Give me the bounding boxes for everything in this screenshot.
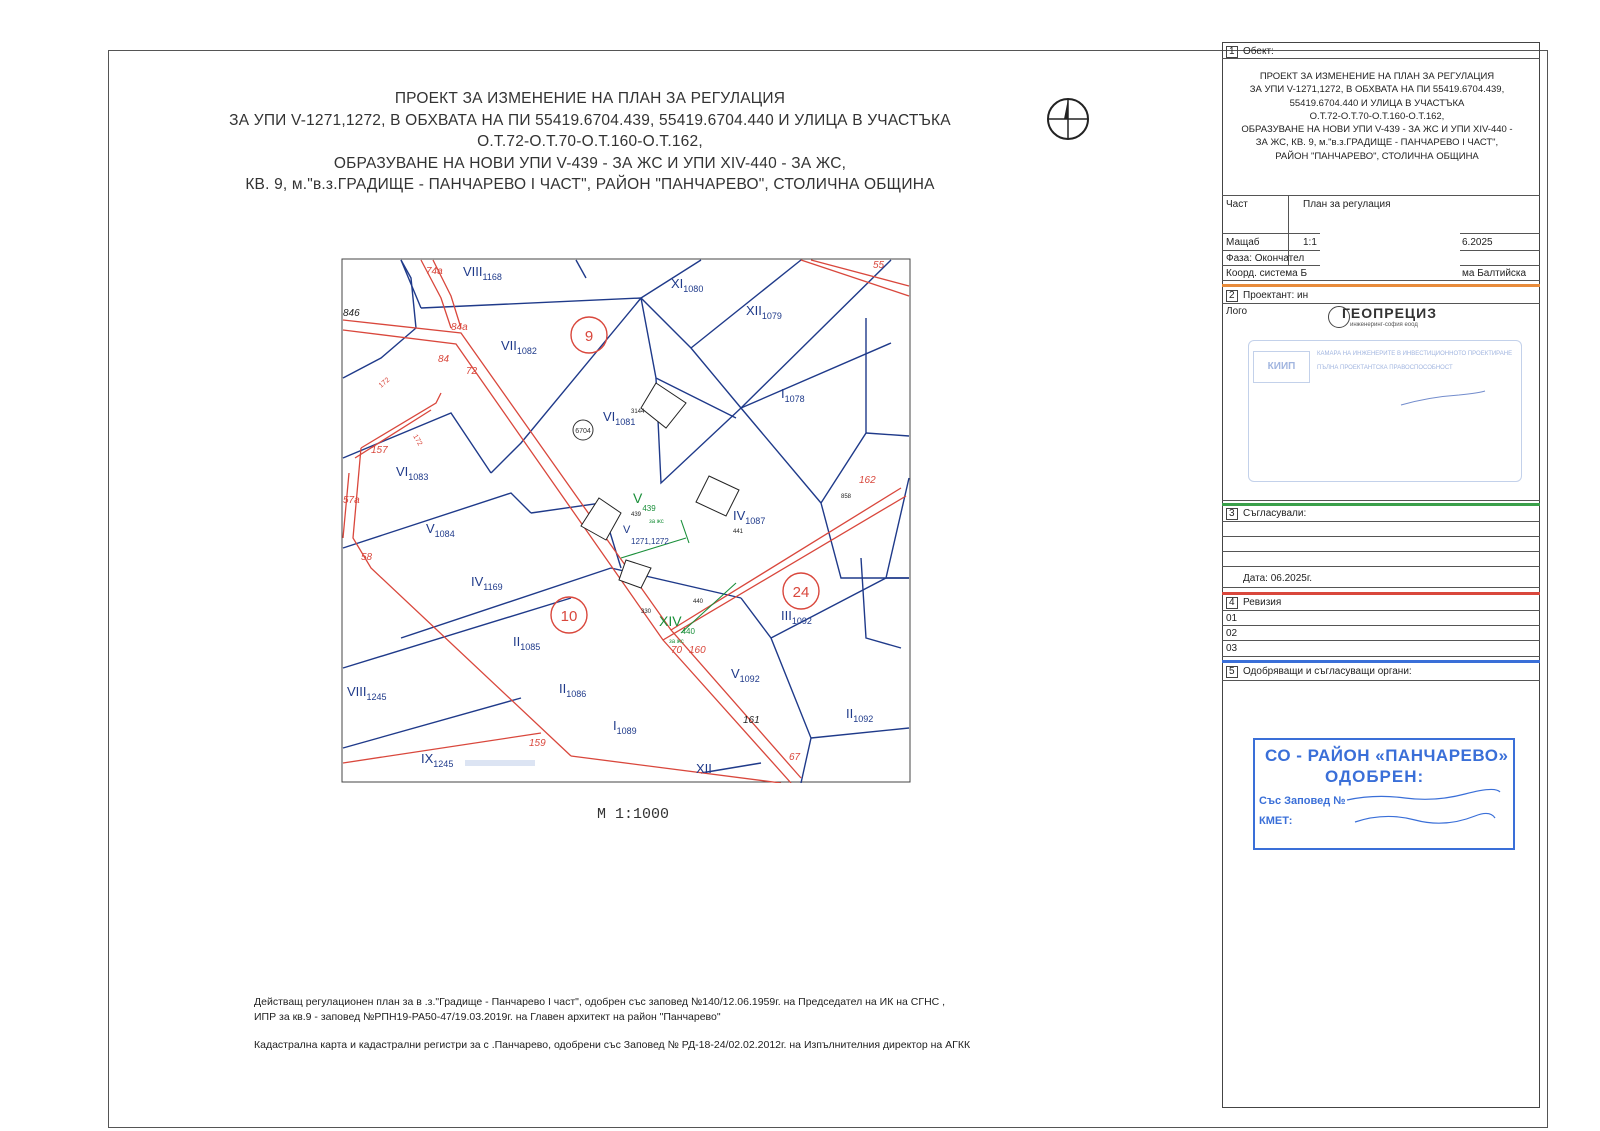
block-label: 9 bbox=[584, 328, 594, 345]
revision-item: 03 bbox=[1226, 643, 1238, 654]
kiip-title: КАМАРА НА ИНЖЕНЕРИТЕ В ИНВЕСТИЦИОННОТО ПРОЕКТИРАНЕ bbox=[1317, 351, 1513, 357]
old-parcel-roman: V bbox=[623, 524, 631, 536]
section-label: Проектант: ин bbox=[1243, 290, 1309, 301]
section-number: 2 bbox=[1229, 290, 1235, 301]
point-label: 70 bbox=[671, 645, 683, 656]
point-label: 160 bbox=[689, 645, 706, 656]
parcel-num: 1078 bbox=[784, 394, 805, 404]
svg-text:1271,1272 bbox=[631, 537, 669, 546]
title-line: КВ. 9, м."в.з.ГРАДИЩЕ - ПАНЧАРЕВО І ЧАСТ", РАЙОН "ПАНЧАРЕВО", СТОЛИЧНА ОБЩИНА bbox=[245, 176, 935, 193]
cadastre-label: 3144 bbox=[631, 409, 645, 415]
point-label: 55 bbox=[873, 260, 885, 271]
object-line: ПРОЕКТ ЗА ИЗМЕНЕНИЕ НА ПЛАН ЗА РЕГУЛАЦИЯ bbox=[1259, 71, 1495, 82]
section-number: 5 bbox=[1229, 666, 1235, 677]
section-color-bar bbox=[1222, 503, 1540, 506]
old-parcel-num: 1271,1272 bbox=[631, 537, 669, 546]
point-label: 159 bbox=[529, 738, 546, 749]
cadastre-label: 439 bbox=[631, 512, 642, 518]
new-parcel-roman: V bbox=[633, 490, 643, 506]
parcel-num: 1245 bbox=[366, 692, 387, 702]
kiip-logo: КИИП bbox=[1253, 351, 1310, 383]
cadastre-label: 440 bbox=[693, 599, 704, 605]
parcel-roman: I bbox=[781, 386, 785, 401]
point-label: 67 bbox=[789, 752, 801, 763]
object-line: ОБРАЗУВАНЕ НА НОВИ УПИ V-439 - ЗА ЖС И УПИ XIV-440 - bbox=[1241, 124, 1513, 136]
new-parcel-num: 439 bbox=[642, 504, 656, 513]
parcel-num: 1092 bbox=[853, 714, 874, 724]
note-line: Действащ регулационен план за в .з."Градище - Панчарево І част", одобрен със заповед №140/12.06.1959г. на Председател на ИК на СГНС , bbox=[254, 996, 946, 1008]
block-label: 24 bbox=[792, 584, 810, 601]
point-label: 162 bbox=[859, 475, 876, 486]
parcel-num: 1086 bbox=[566, 689, 587, 699]
object-line: РАЙОН "ПАНЧАРЕВО", СТОЛИЧНА ОБЩИНА bbox=[1275, 150, 1479, 162]
parcel-num: 1082 bbox=[516, 346, 537, 356]
parcel-num: 1092 bbox=[739, 674, 760, 684]
parcel-num: 1168 bbox=[482, 272, 502, 282]
faded-stamp bbox=[440, 760, 540, 860]
redaction-block bbox=[1320, 228, 1460, 300]
parcel-num: 1079 bbox=[761, 311, 782, 321]
divider bbox=[1222, 610, 1540, 611]
regulation-map bbox=[341, 258, 911, 783]
parcel-roman: I bbox=[613, 718, 617, 733]
cadastre-label: 858 bbox=[841, 494, 852, 500]
scale-value: 1:1 bbox=[1303, 237, 1317, 248]
section-number: 3 bbox=[1229, 508, 1235, 519]
svg-text:172: 172 bbox=[411, 433, 424, 448]
svg-text:172: 172 bbox=[377, 376, 392, 390]
point-label: 157 bbox=[371, 445, 388, 456]
logo-subtext: инженеринг-софия еоод bbox=[1350, 322, 1418, 328]
section-color-bar bbox=[1222, 592, 1540, 595]
point-label: 846 bbox=[343, 308, 360, 319]
point-label: 84а bbox=[451, 322, 468, 333]
divider bbox=[1222, 566, 1540, 567]
revision-item: 02 bbox=[1226, 628, 1238, 639]
parcel-roman: VIII bbox=[463, 264, 483, 279]
title-line: ПРОЕКТ ЗА ИЗМЕНЕНИЕ НА ПЛАН ЗА РЕГУЛАЦИЯ bbox=[394, 90, 786, 107]
divider bbox=[1222, 656, 1540, 657]
section-number: 1 bbox=[1229, 46, 1235, 57]
parcel-roman: XII bbox=[696, 761, 712, 776]
new-parcel-roman: XIV bbox=[659, 613, 682, 629]
phase: Фаза: Окончател bbox=[1226, 253, 1305, 264]
parcel-num: 1245 bbox=[433, 759, 454, 769]
parcel-roman: II bbox=[513, 634, 521, 649]
cadastre-label: 441 bbox=[733, 529, 744, 535]
point-label: 84 bbox=[438, 354, 450, 365]
title-line: ОБРАЗУВАНЕ НА НОВИ УПИ V-439 - ЗА ЖС И УПИ XIV-440 - ЗА ЖС, bbox=[333, 154, 847, 172]
legal-notes bbox=[254, 995, 970, 1053]
parcel-num: 1083 bbox=[408, 472, 429, 482]
parcel-roman: V bbox=[426, 521, 435, 536]
divider bbox=[1222, 551, 1540, 552]
point-label: 161 bbox=[743, 715, 760, 726]
parcel-roman: II bbox=[846, 706, 854, 721]
point-label: 57а bbox=[343, 495, 360, 506]
cadastre-label: 330 bbox=[641, 609, 652, 615]
new-parcel-use: за жс bbox=[669, 639, 684, 645]
map-scale: М 1:1000 bbox=[597, 806, 670, 823]
object-description bbox=[1227, 70, 1527, 163]
parcel-roman: VIII bbox=[347, 684, 367, 699]
parcel-num: 1087 bbox=[745, 516, 766, 526]
stamp-line: Със Заповед № bbox=[1259, 795, 1346, 807]
parcel-roman: VII bbox=[501, 338, 517, 353]
object-line: 55419.6704.440 И УЛИЦА В УЧАСТЪКА bbox=[1289, 97, 1465, 109]
point-label: 72 bbox=[466, 366, 478, 377]
divider bbox=[1222, 640, 1540, 641]
divider bbox=[1222, 680, 1540, 681]
point-label: 74а bbox=[426, 266, 443, 277]
parcel-num: 1092 bbox=[791, 616, 812, 626]
logo-label: Лого bbox=[1226, 306, 1248, 317]
north-arrow-icon bbox=[1045, 96, 1091, 142]
divider bbox=[1222, 195, 1540, 196]
drawing-title bbox=[200, 88, 980, 196]
parcel-roman: IV bbox=[471, 574, 484, 589]
parcel-roman: XI bbox=[671, 276, 684, 291]
section-label: Ревизия bbox=[1243, 597, 1282, 608]
signature-icon bbox=[1399, 389, 1489, 409]
company-logo bbox=[1328, 302, 1448, 332]
note-line: Кадастрална карта и кадастрални регистри за с .Панчарево, одобрени със Заповед № РД-18-24/02.02.2012г. на Изпълнителния директор на АГКК bbox=[254, 1039, 971, 1051]
section-label: Одобряващи и съгласуващи органи: bbox=[1243, 666, 1412, 677]
date-label: Дата: 06.2025г. bbox=[1243, 573, 1313, 584]
parcel-roman: V bbox=[731, 666, 740, 681]
divider bbox=[1222, 521, 1540, 522]
section-label: Съгласували: bbox=[1243, 508, 1307, 519]
divider bbox=[1222, 536, 1540, 537]
part-label: Част bbox=[1226, 199, 1248, 210]
point-label: 58 bbox=[361, 552, 373, 563]
parcel-num: 1081 bbox=[615, 417, 636, 427]
height-system: ма Балтийска bbox=[1462, 268, 1527, 279]
parcel-roman: IV bbox=[733, 508, 746, 523]
section-color-bar bbox=[1222, 660, 1540, 663]
divider bbox=[1222, 58, 1540, 59]
part-value: План за регулация bbox=[1303, 199, 1391, 210]
new-parcel-use: за жс bbox=[649, 519, 664, 525]
signature-icon bbox=[1345, 788, 1505, 833]
stamp-line: ОДОБРЕН: bbox=[1325, 767, 1425, 786]
divider bbox=[1222, 587, 1540, 588]
divider bbox=[1222, 500, 1540, 501]
kiip-stamp bbox=[1248, 340, 1522, 482]
parcel-num: 1085 bbox=[520, 642, 541, 652]
logo-text: ГЕОПРЕЦИЗ bbox=[1342, 305, 1437, 321]
parcel-num: 1084 bbox=[434, 529, 455, 539]
svg-text:XII bbox=[696, 761, 712, 776]
title-line: О.Т.72-О.Т.70-О.Т.160-О.Т.162, bbox=[477, 133, 703, 150]
date-value: 6.2025 bbox=[1462, 237, 1493, 248]
note-line: ИПР за кв.9 - заповед №РПН19-РА50-47/19.03.2019г. на Главен архитект на район "Панчарево" bbox=[254, 1011, 721, 1023]
section-number: 4 bbox=[1229, 597, 1235, 608]
kiip-subtitle: ПЪЛНА ПРОЕКТАНТСКА ПРАВОСПОСОБНОСТ bbox=[1317, 365, 1453, 371]
title-line: ЗА УПИ V-1271,1272, В ОБХВАТА НА ПИ 55419.6704.439, 55419.6704.440 И УЛИЦА В УЧАСТЪКА bbox=[229, 111, 951, 129]
stamp-line: СО - РАЙОН «ПАНЧАРЕВО» bbox=[1265, 746, 1509, 765]
new-parcel-num: 440 bbox=[681, 627, 695, 636]
parcel-roman: VI bbox=[396, 464, 409, 479]
parcel-roman: III bbox=[781, 608, 792, 623]
divider bbox=[1222, 625, 1540, 626]
block-label: 10 bbox=[560, 608, 578, 625]
parcel-num: 1089 bbox=[616, 726, 637, 736]
revision-item: 01 bbox=[1226, 613, 1238, 624]
cadastre-label: 6704 bbox=[575, 428, 591, 435]
parcel-roman: XII bbox=[746, 303, 762, 318]
coord-system: Коорд. система Б bbox=[1226, 268, 1308, 279]
section-label: Обект: bbox=[1243, 46, 1274, 57]
approval-stamp bbox=[1253, 738, 1515, 850]
stamp-line: КМЕТ: bbox=[1259, 815, 1293, 827]
object-line: О.Т.72-О.Т.70-О.Т.160-О.Т.162, bbox=[1309, 110, 1445, 122]
parcel-roman: IX bbox=[421, 751, 434, 766]
parcel-num: 1169 bbox=[483, 582, 503, 592]
parcel-roman: VI bbox=[603, 409, 616, 424]
parcel-roman: II bbox=[559, 681, 567, 696]
object-line: ЗА ЖС, КВ. 9, м."в.з.ГРАДИЩЕ - ПАНЧАРЕВО І ЧАСТ", bbox=[1255, 137, 1499, 149]
svg-text:V bbox=[623, 524, 631, 536]
object-line: ЗА УПИ V-1271,1272, В ОБХВАТА НА ПИ 55419.6704.439, bbox=[1249, 84, 1505, 96]
parcel-num: 1080 bbox=[683, 284, 704, 294]
scale-label: Мащаб bbox=[1226, 237, 1260, 248]
section-color-bar bbox=[1222, 284, 1540, 287]
divider bbox=[1222, 280, 1540, 281]
